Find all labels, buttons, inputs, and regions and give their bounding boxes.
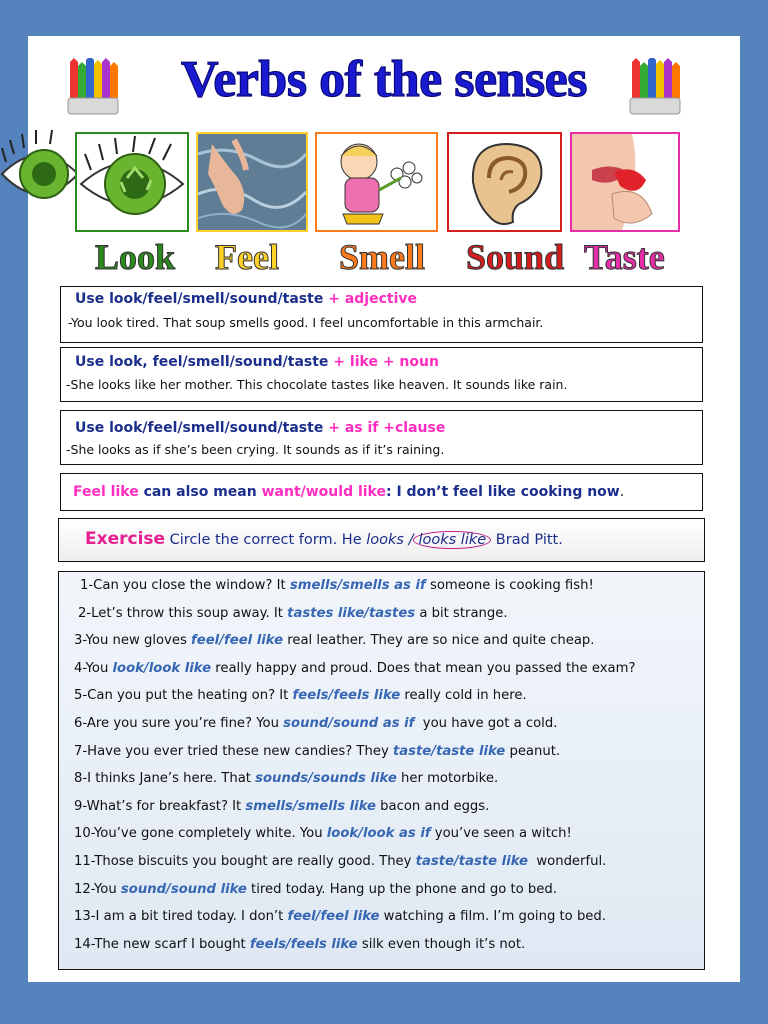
circled-answer: looks like — [413, 531, 491, 549]
rule-box-adjective — [60, 286, 703, 343]
ear-icon — [447, 132, 562, 232]
page-title: Verbs of the senses — [180, 51, 588, 108]
sense-label-smell: Smell — [339, 237, 425, 277]
exercise-item — [74, 633, 595, 648]
item-text: silk even though it’s not. — [357, 936, 526, 952]
item-text: 12-You — [74, 881, 121, 897]
exercise-item — [78, 606, 508, 621]
exercise-item — [74, 826, 572, 841]
exercise-item — [74, 799, 489, 814]
answer-options[interactable]: sounds/sounds like — [255, 771, 397, 787]
exercise-item — [74, 909, 606, 924]
exercise-item — [74, 854, 606, 869]
rule-box-as-if — [60, 410, 703, 465]
exercise-item — [74, 716, 557, 731]
item-text: 3-You new gloves — [74, 633, 192, 649]
item-text: 8-I thinks Jane’s here. That — [74, 771, 256, 787]
sense-label-taste: Taste — [584, 237, 665, 277]
item-text: watching a film. I’m going to bed. — [379, 909, 606, 925]
exercise-item — [80, 578, 594, 593]
rule-heading: Use look/feel/smell/sound/taste + adjective — [75, 291, 418, 307]
eye-icon — [0, 126, 80, 226]
answer-options[interactable]: taste/taste like — [392, 743, 506, 759]
item-text: her motorbike. — [396, 771, 499, 787]
eye-icon — [75, 132, 189, 232]
item-text: 2-Let’s throw this soup away. It — [78, 605, 288, 621]
hand-water-image — [196, 132, 308, 232]
item-text: really cold in here. — [400, 688, 527, 704]
rule-example: -She looks like her mother. This chocolate tastes like heaven. It sounds like rain. — [66, 377, 568, 392]
item-text: 7-Have you ever tried these new candies? They — [74, 743, 393, 759]
item-text: 13-I am a bit tired today. I don’t — [74, 909, 288, 925]
answer-options[interactable]: look/look like — [112, 660, 212, 676]
answer-options[interactable]: sound/sound as if — [283, 716, 415, 731]
rule-heading: Use look, feel/smell/sound/taste + like + noun — [75, 354, 439, 370]
answer-options[interactable]: taste/taste like — [415, 854, 528, 869]
sense-label-sound: Sound — [466, 237, 565, 277]
answer-options[interactable]: look/look as if — [326, 826, 431, 842]
exercise-item — [74, 661, 635, 676]
rule-box-like-noun — [60, 347, 703, 402]
answer-options[interactable]: feels/feels like — [292, 688, 401, 704]
item-text: someone is cooking fish! — [425, 578, 594, 593]
item-text: a bit strange. — [415, 605, 508, 621]
item-text: 11-Those biscuits you bought are really good. They — [74, 854, 416, 869]
item-text: peanut. — [505, 743, 561, 759]
item-text: 4-You — [74, 660, 113, 676]
feel-like-note-box — [60, 473, 703, 511]
answer-options[interactable]: feels/feels like — [249, 936, 358, 952]
exercise-item — [74, 771, 498, 786]
item-text: 6-Are you sure you’re fine? You — [74, 716, 284, 731]
answer-options[interactable]: smells/smells like — [245, 798, 376, 814]
item-text: you’ve seen a witch! — [430, 826, 572, 842]
item-text: tired today. Hang up the phone and go to bed. — [246, 881, 557, 897]
mouth-strawberry-image — [570, 132, 680, 232]
exercise-item — [74, 744, 560, 759]
sense-label-look: Look — [95, 237, 176, 277]
sense-label-feel: Feel — [215, 237, 279, 277]
item-text: wonderful. — [527, 854, 607, 869]
item-text: real leather. They are so nice and quite cheap. — [283, 633, 595, 649]
answer-options[interactable]: tastes like/tastes — [287, 605, 416, 621]
answer-options[interactable]: smells/smells as if — [289, 578, 426, 593]
girl-smelling-flowers-image — [315, 132, 438, 232]
item-text: 14-The new scarf I bought — [74, 936, 250, 952]
answer-options[interactable]: feel/feel like — [287, 909, 380, 925]
feel-like-note: Feel like can also mean want/would like: I don’t feel like cooking now. — [73, 484, 625, 500]
answer-options[interactable]: sound/sound like — [120, 881, 247, 897]
item-text: 5-Can you put the heating on? It — [74, 688, 293, 704]
rule-heading: Use look/feel/smell/sound/taste + as if +clause — [75, 420, 446, 436]
exercise-item — [74, 937, 525, 952]
exercise-box — [58, 518, 705, 562]
item-text: 9-What’s for breakfast? It — [74, 798, 246, 814]
item-text: 1-Can you close the window? It — [80, 578, 290, 593]
exercise-label: Exercise — [85, 529, 166, 549]
exercise-item — [74, 882, 557, 897]
item-text: you have got a cold. — [414, 716, 558, 731]
exercise-item — [74, 688, 527, 703]
rule-example: -She looks as if she’s been crying. It sounds as if it’s raining. — [66, 442, 445, 457]
rule-example: -You look tired. That soup smells good. I feel uncomfortable in this armchair. — [68, 315, 544, 330]
exercise-instruction: Exercise Circle the correct form. He looks / looks like Brad Pitt. — [85, 529, 563, 549]
item-text: really happy and proud. Does that mean you passed the exam? — [211, 660, 636, 676]
item-text: 10-You’ve gone completely white. You — [74, 826, 327, 842]
item-text: bacon and eggs. — [375, 798, 490, 814]
answer-options[interactable]: feel/feel like — [191, 633, 284, 649]
